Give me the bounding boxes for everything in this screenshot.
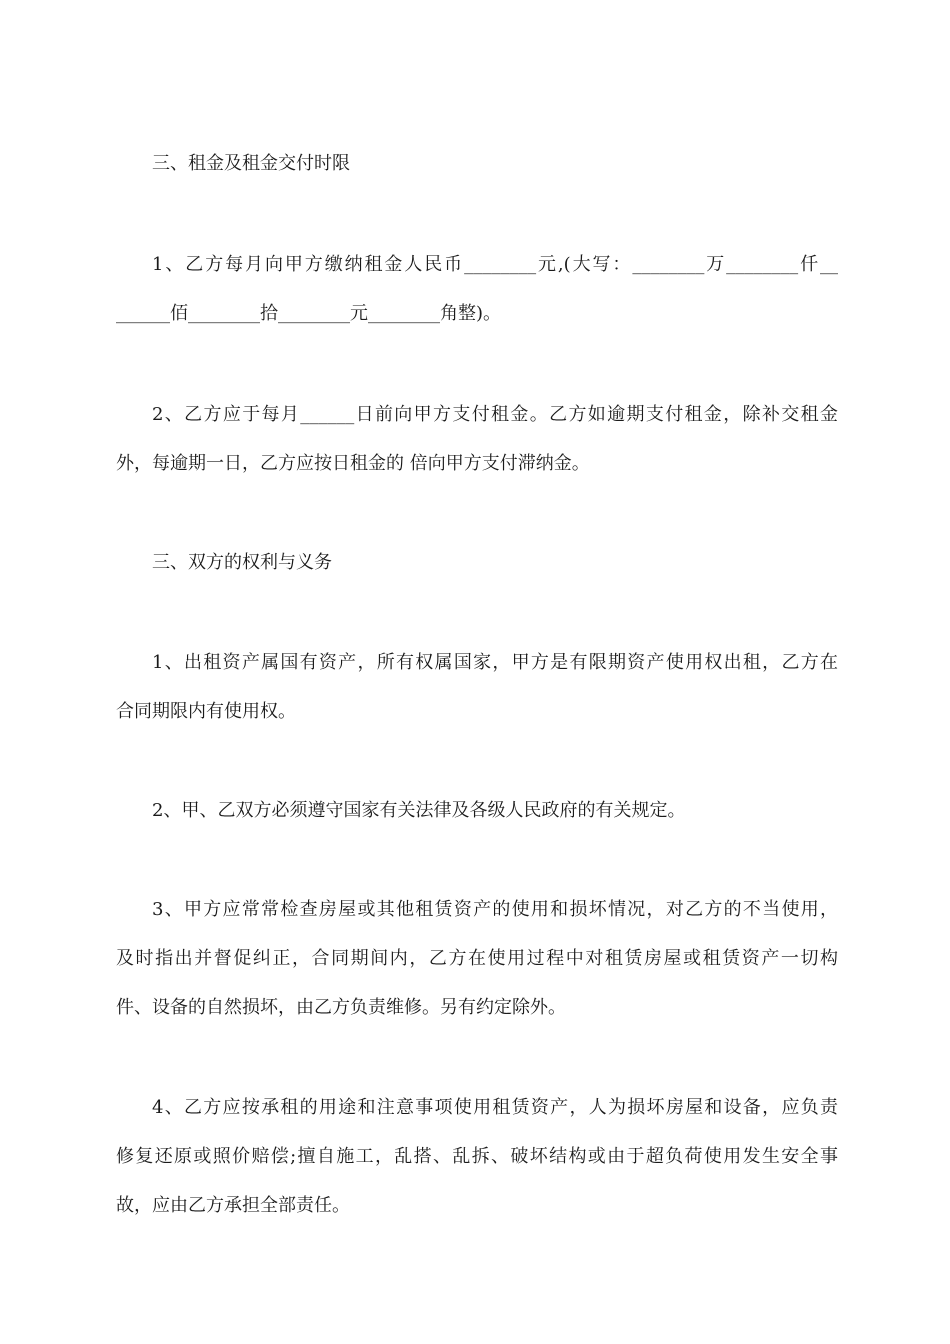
rights-clause-3-line-2: 及时指出并督促纠正，合同期间内，乙方在使用过程中对租赁房屋或租赁资产一切构 — [116, 948, 838, 969]
rent-clause-2-line-2: 外，每逾期一日，乙方应按日租金的 倍向甲方支付滞纳金。 — [116, 453, 590, 474]
rent-clause-1-line-1: 1、乙方每月向甲方缴纳租金人民币________元,(大写：________万________仟__ — [152, 254, 838, 275]
rights-clause-4-line-3: 故，应由乙方承担全部责任。 — [116, 1195, 350, 1216]
rights-clause-3-line-1: 3、甲方应常常检查房屋或其他租赁资产的使用和损坏情况，对乙方的不当使用， — [152, 899, 838, 920]
rent-clause-1-line-2: ______佰________拾________元________角整)。 — [116, 303, 502, 324]
rights-clause-1-line-1: 1、出租资产属国有资产，所有权属国家，甲方是有限期资产使用权出租，乙方在 — [152, 652, 838, 673]
rights-clause-1-line-2: 合同期限内有使用权。 — [116, 701, 296, 722]
rights-clause-3-line-3: 件、设备的自然损坏，由乙方负责维修。另有约定除外。 — [116, 997, 566, 1018]
section-heading-rent: 三、租金及租金交付时限 — [152, 153, 350, 174]
rent-clause-2-line-1: 2、乙方应于每月______日前向甲方支付租金。乙方如逾期支付租金，除补交租金 — [152, 404, 838, 425]
section-heading-rights: 三、双方的权利与义务 — [152, 552, 332, 573]
rights-clause-4-line-1: 4、乙方应按承租的用途和注意事项使用租赁资产，人为损坏房屋和设备，应负责 — [152, 1097, 838, 1118]
rights-clause-2: 2、甲、乙双方必须遵守国家有关法律及各级人民政府的有关规定。 — [152, 800, 686, 821]
rights-clause-4-line-2: 修复还原或照价赔偿;擅自施工，乱搭、乱拆、破坏结构或由于超负荷使用发生安全事 — [116, 1146, 838, 1167]
